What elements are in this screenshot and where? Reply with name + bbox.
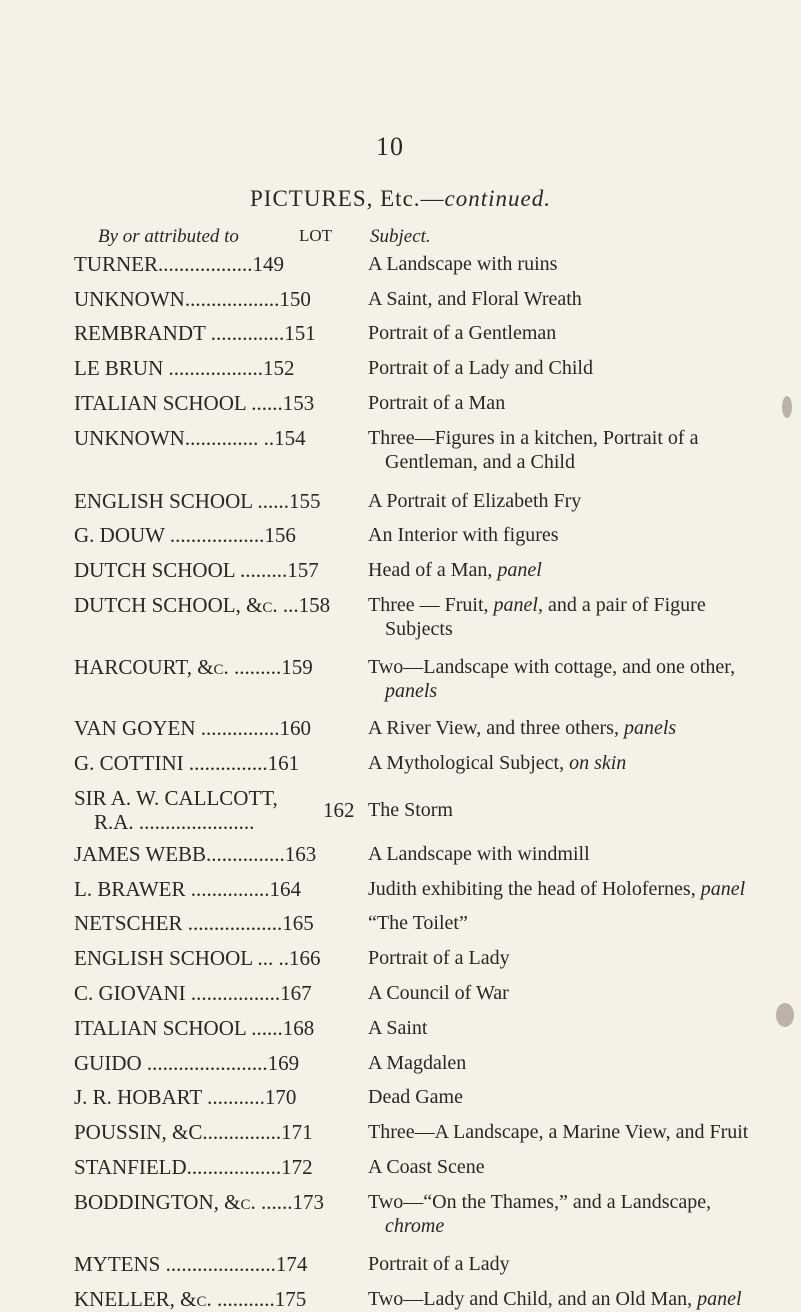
attribution-line2: R.A. ...................... [94, 810, 255, 834]
page-number: 10 [376, 132, 404, 161]
attribution-text: C. GIOVANI .................167 [74, 981, 312, 1005]
subject-text: Head of a Man, [368, 559, 493, 581]
subject-text: The Storm [368, 799, 453, 821]
attribution [74, 1016, 349, 1041]
attribution [74, 786, 355, 834]
subject [368, 842, 800, 866]
attribution [74, 1085, 349, 1110]
attribution-text: ENGLISH SCHOOL ......155 [74, 489, 321, 513]
attribution-text: G. COTTINI ...............161 [74, 751, 300, 775]
subject-line2: Gentleman, and a Child [385, 451, 575, 473]
subject [368, 981, 800, 1005]
attribution [74, 523, 349, 548]
attribution-text: DUTCH SCHOOL, &c. ...158 [74, 593, 331, 617]
subject [368, 287, 800, 311]
attribution [74, 321, 349, 346]
subject [368, 489, 800, 513]
subject [368, 655, 800, 703]
page-title [0, 186, 801, 212]
subject-line2-italic: chrome [385, 1215, 445, 1237]
subject [368, 1155, 800, 1179]
subject [368, 911, 800, 935]
attribution-text: ITALIAN SCHOOL ......168 [74, 1016, 315, 1040]
subject [368, 426, 800, 474]
margin-blot [782, 396, 792, 418]
subject-text: A Landscape with ruins [368, 253, 558, 275]
subject [368, 1120, 800, 1144]
attribution [74, 1252, 349, 1277]
attribution [74, 751, 349, 776]
subject-after: and a pair of Figure [547, 594, 706, 616]
attribution-text: MYTENS .....................174 [74, 1252, 308, 1276]
attribution-text: UNKNOWN..................150 [74, 287, 311, 311]
attribution [74, 655, 349, 680]
attribution [74, 1155, 349, 1180]
subject-text: Portrait of a Man [368, 392, 506, 414]
subject [368, 946, 800, 970]
subject [368, 1252, 800, 1276]
subject-text: A Landscape with windmill [368, 843, 590, 865]
subject-text: Dead Game [368, 1086, 463, 1108]
subject-text: A Coast Scene [368, 1156, 485, 1178]
attribution [74, 842, 349, 867]
attribution [74, 946, 349, 971]
subject-italic: panel, [493, 594, 543, 616]
subject [368, 391, 800, 415]
title-continued: continued. [444, 186, 551, 211]
subject [368, 1287, 800, 1311]
subject-italic: on skin [569, 752, 627, 774]
attribution-text: J. R. HOBART ...........170 [74, 1085, 297, 1109]
subject-text: A River View, and three others, [368, 717, 619, 739]
attribution [74, 391, 349, 416]
subject [368, 1051, 800, 1075]
attribution [74, 1190, 349, 1215]
attribution-text: SIR A. W. CALLCOTT, [74, 786, 278, 810]
attribution-text: L. BRAWER ...............164 [74, 877, 301, 901]
subject [368, 877, 800, 901]
attribution-text: NETSCHER ..................165 [74, 911, 314, 935]
subject-text: A Saint, and Floral Wreath [368, 288, 582, 310]
subject-italic: panels [623, 717, 677, 739]
subject-text: A Portrait of Elizabeth Fry [368, 490, 582, 512]
subject [368, 1085, 800, 1109]
subject-text: Portrait of a Gentleman [368, 322, 557, 344]
attribution [74, 981, 349, 1006]
lot-number: 162 [323, 798, 355, 822]
attribution [74, 1051, 349, 1076]
subject [368, 1016, 800, 1040]
attribution-text: ITALIAN SCHOOL ......153 [74, 391, 315, 415]
attribution [74, 252, 349, 277]
subject [368, 321, 800, 345]
subject [368, 1190, 800, 1238]
subject-text: “The Toilet” [368, 912, 468, 934]
subject-italic: panel [697, 1288, 742, 1310]
attribution [74, 426, 349, 451]
attribution [74, 287, 349, 312]
attribution [74, 489, 349, 514]
subject-line2 [368, 679, 800, 703]
subject-text: Two—Landscape with cottage, and one other, [368, 656, 736, 678]
subject-italic: panel [700, 878, 746, 900]
title-main: PICTURES, Etc. [250, 186, 421, 211]
column-head-lot: LOT [299, 226, 333, 245]
attribution [74, 558, 349, 583]
subject-text: Portrait of a Lady and Child [368, 357, 593, 379]
subject [368, 716, 800, 740]
subject-text: Two—“On the Thames,” and a Landscape, [368, 1191, 712, 1213]
attribution-text: ENGLISH SCHOOL ... ..166 [74, 946, 321, 970]
attribution-text: TURNER..................149 [74, 252, 284, 276]
title-sep: — [420, 186, 445, 211]
subject-line2 [368, 1214, 800, 1238]
subject [368, 751, 800, 775]
attribution [74, 1287, 349, 1312]
subject [368, 523, 800, 547]
subject [368, 558, 800, 582]
subject-text: A Saint [368, 1017, 428, 1039]
attribution-text: G. DOUW ..................156 [74, 523, 296, 547]
subject-text: An Interior with figures [368, 524, 559, 546]
attribution-text: VAN GOYEN ...............160 [74, 716, 312, 740]
subject-text: Three—Figures in a kitchen, Portrait of a [368, 427, 699, 449]
attribution-text: REMBRANDT ..............151 [74, 321, 316, 345]
attribution-text: JAMES WEBB...............163 [74, 842, 317, 866]
subject-text: A Council of War [368, 982, 509, 1004]
attribution-text: DUTCH SCHOOL .........157 [74, 558, 319, 582]
attribution-text: HARCOURT, &c. .........159 [74, 655, 313, 679]
attribution-text: LE BRUN ..................152 [74, 356, 295, 380]
subject-line2-italic: panels [385, 680, 438, 702]
attribution [74, 356, 349, 381]
attribution [74, 911, 349, 936]
subject-line2: Subjects [385, 618, 453, 640]
subject-text: Portrait of a Lady [368, 1253, 510, 1275]
subject [368, 798, 800, 822]
subject-text: Two—Lady and Child, and an Old Man, [368, 1288, 693, 1310]
attribution [74, 593, 349, 618]
attribution [74, 1120, 349, 1145]
subject [368, 593, 800, 641]
attribution-text: BODDINGTON, &c. ......173 [74, 1190, 324, 1214]
subject-text: Three—A Landscape, a Marine View, and Fruit [368, 1121, 749, 1143]
subject-text: A Magdalen [368, 1052, 467, 1074]
attribution [74, 716, 349, 741]
subject [368, 252, 800, 276]
subject-italic: panel [497, 559, 542, 581]
subject-text: Judith exhibiting the head of Holofernes, [368, 878, 696, 900]
attribution-text: UNKNOWN.............. ..154 [74, 426, 306, 450]
margin-blot [776, 1003, 794, 1027]
subject-text: Portrait of a Lady [368, 947, 510, 969]
attribution-text: KNELLER, &c. ...........175 [74, 1287, 307, 1311]
subject-text: Three — Fruit, [368, 594, 489, 616]
attribution-text: GUIDO .......................169 [74, 1051, 300, 1075]
attribution [74, 877, 349, 902]
column-head-attributed: By or attributed to [98, 226, 239, 247]
attribution-text: STANFIELD..................172 [74, 1155, 313, 1179]
column-head-subject: Subject. [370, 226, 431, 247]
subject [368, 356, 800, 380]
subject-text: A Mythological Subject, [368, 752, 565, 774]
attribution-text: POUSSIN, &C...............171 [74, 1120, 313, 1144]
